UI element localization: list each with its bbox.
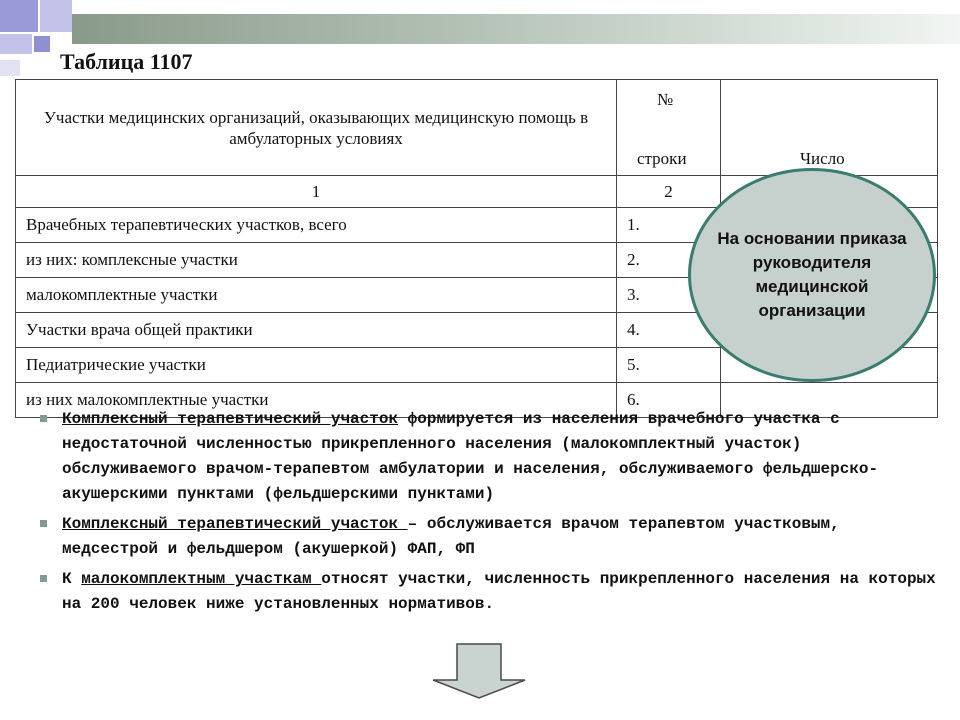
row-label: Врачебных терапевтических участков, всего — [16, 208, 617, 243]
row-number: 1. — [617, 208, 721, 243]
definition-prefix: К — [62, 570, 82, 588]
deco-square — [34, 36, 50, 52]
square-bullet-icon — [40, 415, 47, 422]
row-label: малокомплектные участки — [16, 278, 617, 313]
header-number-sign: № — [657, 90, 674, 109]
term-underlined: Комплексный терапевтический участок — [62, 515, 408, 533]
top-decoration-bar — [72, 14, 960, 44]
header-count-label: Число — [800, 149, 845, 168]
column-number: 1 — [16, 176, 617, 208]
deco-square — [0, 34, 32, 54]
row-number: 6. — [617, 383, 721, 418]
row-number: 2. — [617, 243, 721, 278]
row-number: 5. — [617, 348, 721, 383]
square-bullet-icon — [40, 520, 47, 527]
term-underlined: малокомплектным участкам — [81, 570, 322, 588]
page-title: Таблица 1107 — [60, 49, 193, 74]
column-number: 2 — [617, 176, 721, 208]
list-item — [38, 512, 938, 562]
header-col-sections: Участки медицинских организаций, оказывающих медицинскую помощь в амбулаторных условиях — [16, 80, 617, 176]
definition-text: формируется из населения врачебного участка с недостаточной численностью прикрепленного населения (малокомплектный участок) обслуживаемого врачом-терапевтом амбулатории и населения, обслуживаемого фельдшерско-акушерскими пунктами (фельдшерскими пунктами) — [62, 410, 879, 503]
list-item — [38, 567, 938, 617]
deco-square — [40, 0, 72, 32]
table-header-row — [16, 80, 938, 176]
row-label: из них малокомплектные участки — [16, 383, 617, 418]
term-underlined: Комплексный терапевтический участок — [62, 410, 399, 428]
row-number: 4. — [617, 313, 721, 348]
order-note-text: На основании приказа руководителя медицинской организации — [717, 229, 907, 320]
header-line-label: строки — [637, 149, 687, 168]
square-bullet-icon — [40, 575, 47, 582]
row-label: из них: комплексные участки — [16, 243, 617, 278]
definition-text: относят участки, численность прикрепленного населения на которых на 200 человек ниже установленных нормативов. — [62, 570, 936, 613]
row-label: Педиатрические участки — [16, 348, 617, 383]
header-col-count — [721, 80, 938, 176]
down-arrow-icon — [429, 642, 529, 702]
header-col-line-number — [617, 80, 721, 176]
row-label: Участки врача общей практики — [16, 313, 617, 348]
row-number: 3. — [617, 278, 721, 313]
list-item — [38, 407, 938, 507]
deco-square — [0, 0, 38, 32]
deco-square — [0, 60, 20, 76]
definition-text: – обслуживается врачом терапевтом участковым, медсестрой и фельдшером (акушеркой) ФАП, ФП — [62, 515, 840, 558]
order-note-circle — [688, 168, 936, 382]
definitions-list — [38, 407, 938, 622]
